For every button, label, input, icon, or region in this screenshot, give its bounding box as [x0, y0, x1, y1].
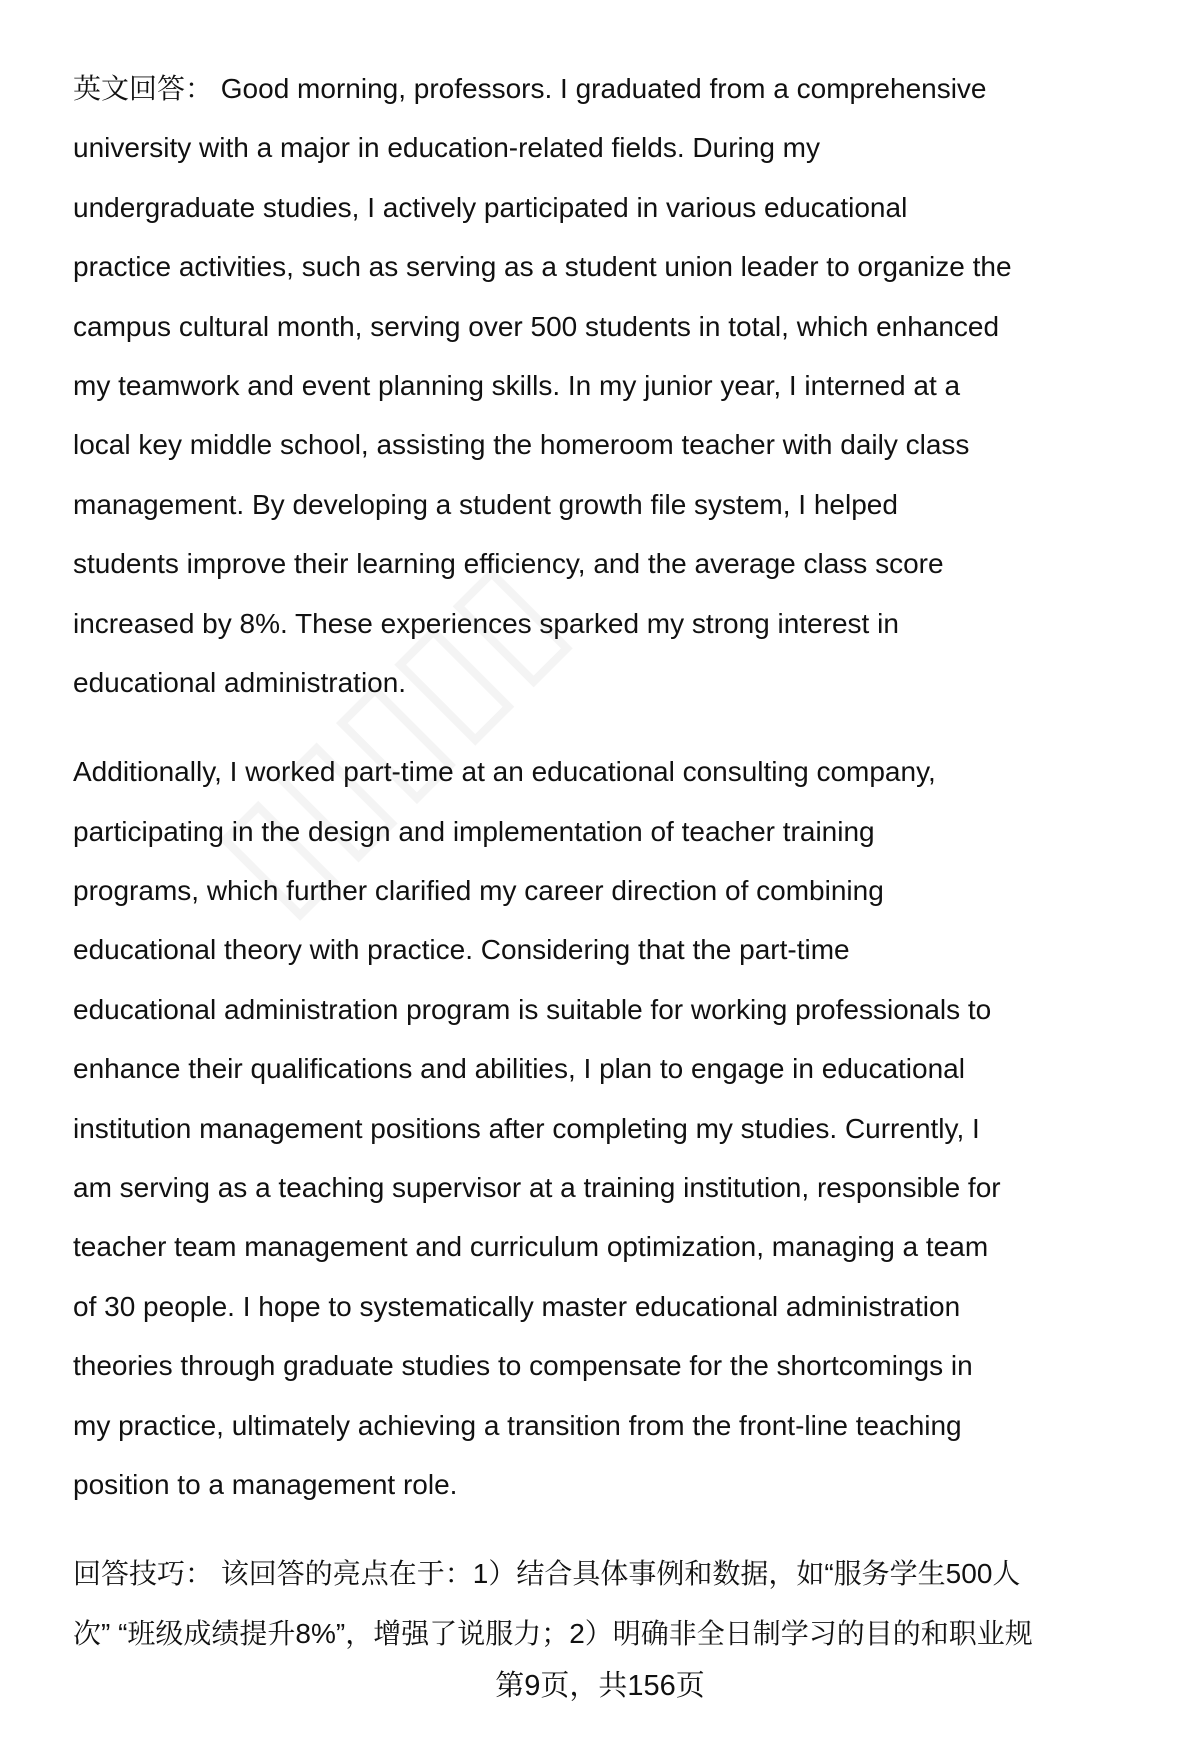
- text-line: educational theory with practice. Considering that the part-time: [73, 934, 850, 966]
- text-line: my practice, ultimately achieving a transition from the front-line teaching: [73, 1409, 962, 1441]
- text-line: campus cultural month, serving over 500 students in total, which enhanced: [73, 310, 1000, 342]
- page-number: 第9页，共156页: [495, 1670, 705, 1702]
- text-line: Additionally, I worked part-time at an educational consulting company,: [73, 756, 936, 788]
- paragraph-english-answer-1: [73, 59, 1163, 712]
- text-line: practice activities, such as serving as a student union leader to organize the: [73, 251, 1012, 283]
- text-line: participating in the design and implementation of teacher training: [73, 815, 875, 847]
- text-line: undergraduate studies, I actively participated in various educational: [73, 191, 908, 223]
- text-line: university with a major in education-related fields. During my: [73, 132, 820, 164]
- text-line: position to a management role.: [73, 1468, 458, 1500]
- text-line: teacher team management and curriculum optimization, managing a team: [73, 1231, 989, 1263]
- paragraph-english-answer-2: [73, 742, 1163, 1514]
- text-line: local key middle school, assisting the homeroom teacher with daily class: [73, 429, 970, 461]
- text-line: management. By developing a student growth file system, I helped: [73, 488, 898, 520]
- text-line: 回答技巧： 该回答的亮点在于：1）结合具体事例和数据，如“服务学生500人: [73, 1558, 1021, 1590]
- text-line: educational administration.: [73, 666, 407, 698]
- text-line: my teamwork and event planning skills. In my junior year, I interned at a: [73, 369, 961, 401]
- text-line: 次” “班级成绩提升8%”，增强了说服力；2）明确非全日制学习的目的和职业规: [73, 1617, 1033, 1649]
- text-line: am serving as a teaching supervisor at a training institution, responsible for: [73, 1172, 1001, 1204]
- text-line: programs, which further clarified my career direction of combining: [73, 875, 884, 907]
- text-line: educational administration program is suitable for working professionals to: [73, 993, 992, 1025]
- document-body: [73, 59, 1163, 1693]
- text-line: enhance their qualifications and abilities, I plan to engage in educational: [73, 1053, 965, 1085]
- text-line: 英文回答： Good morning, professors. I graduated from a comprehensive: [73, 73, 987, 104]
- text-line: students improve their learning efficiency, and the average class score: [73, 548, 944, 580]
- text-line: theories through graduate studies to compensate for the shortcomings in: [73, 1350, 973, 1382]
- paragraph-answer-tips: [73, 1544, 1163, 1663]
- text-line: of 30 people. I hope to systematically master educational administration: [73, 1290, 961, 1322]
- text-line: institution management positions after completing my studies. Currently, I: [73, 1112, 980, 1144]
- text-line: increased by 8%. These experiences sparked my strong interest in: [73, 607, 899, 639]
